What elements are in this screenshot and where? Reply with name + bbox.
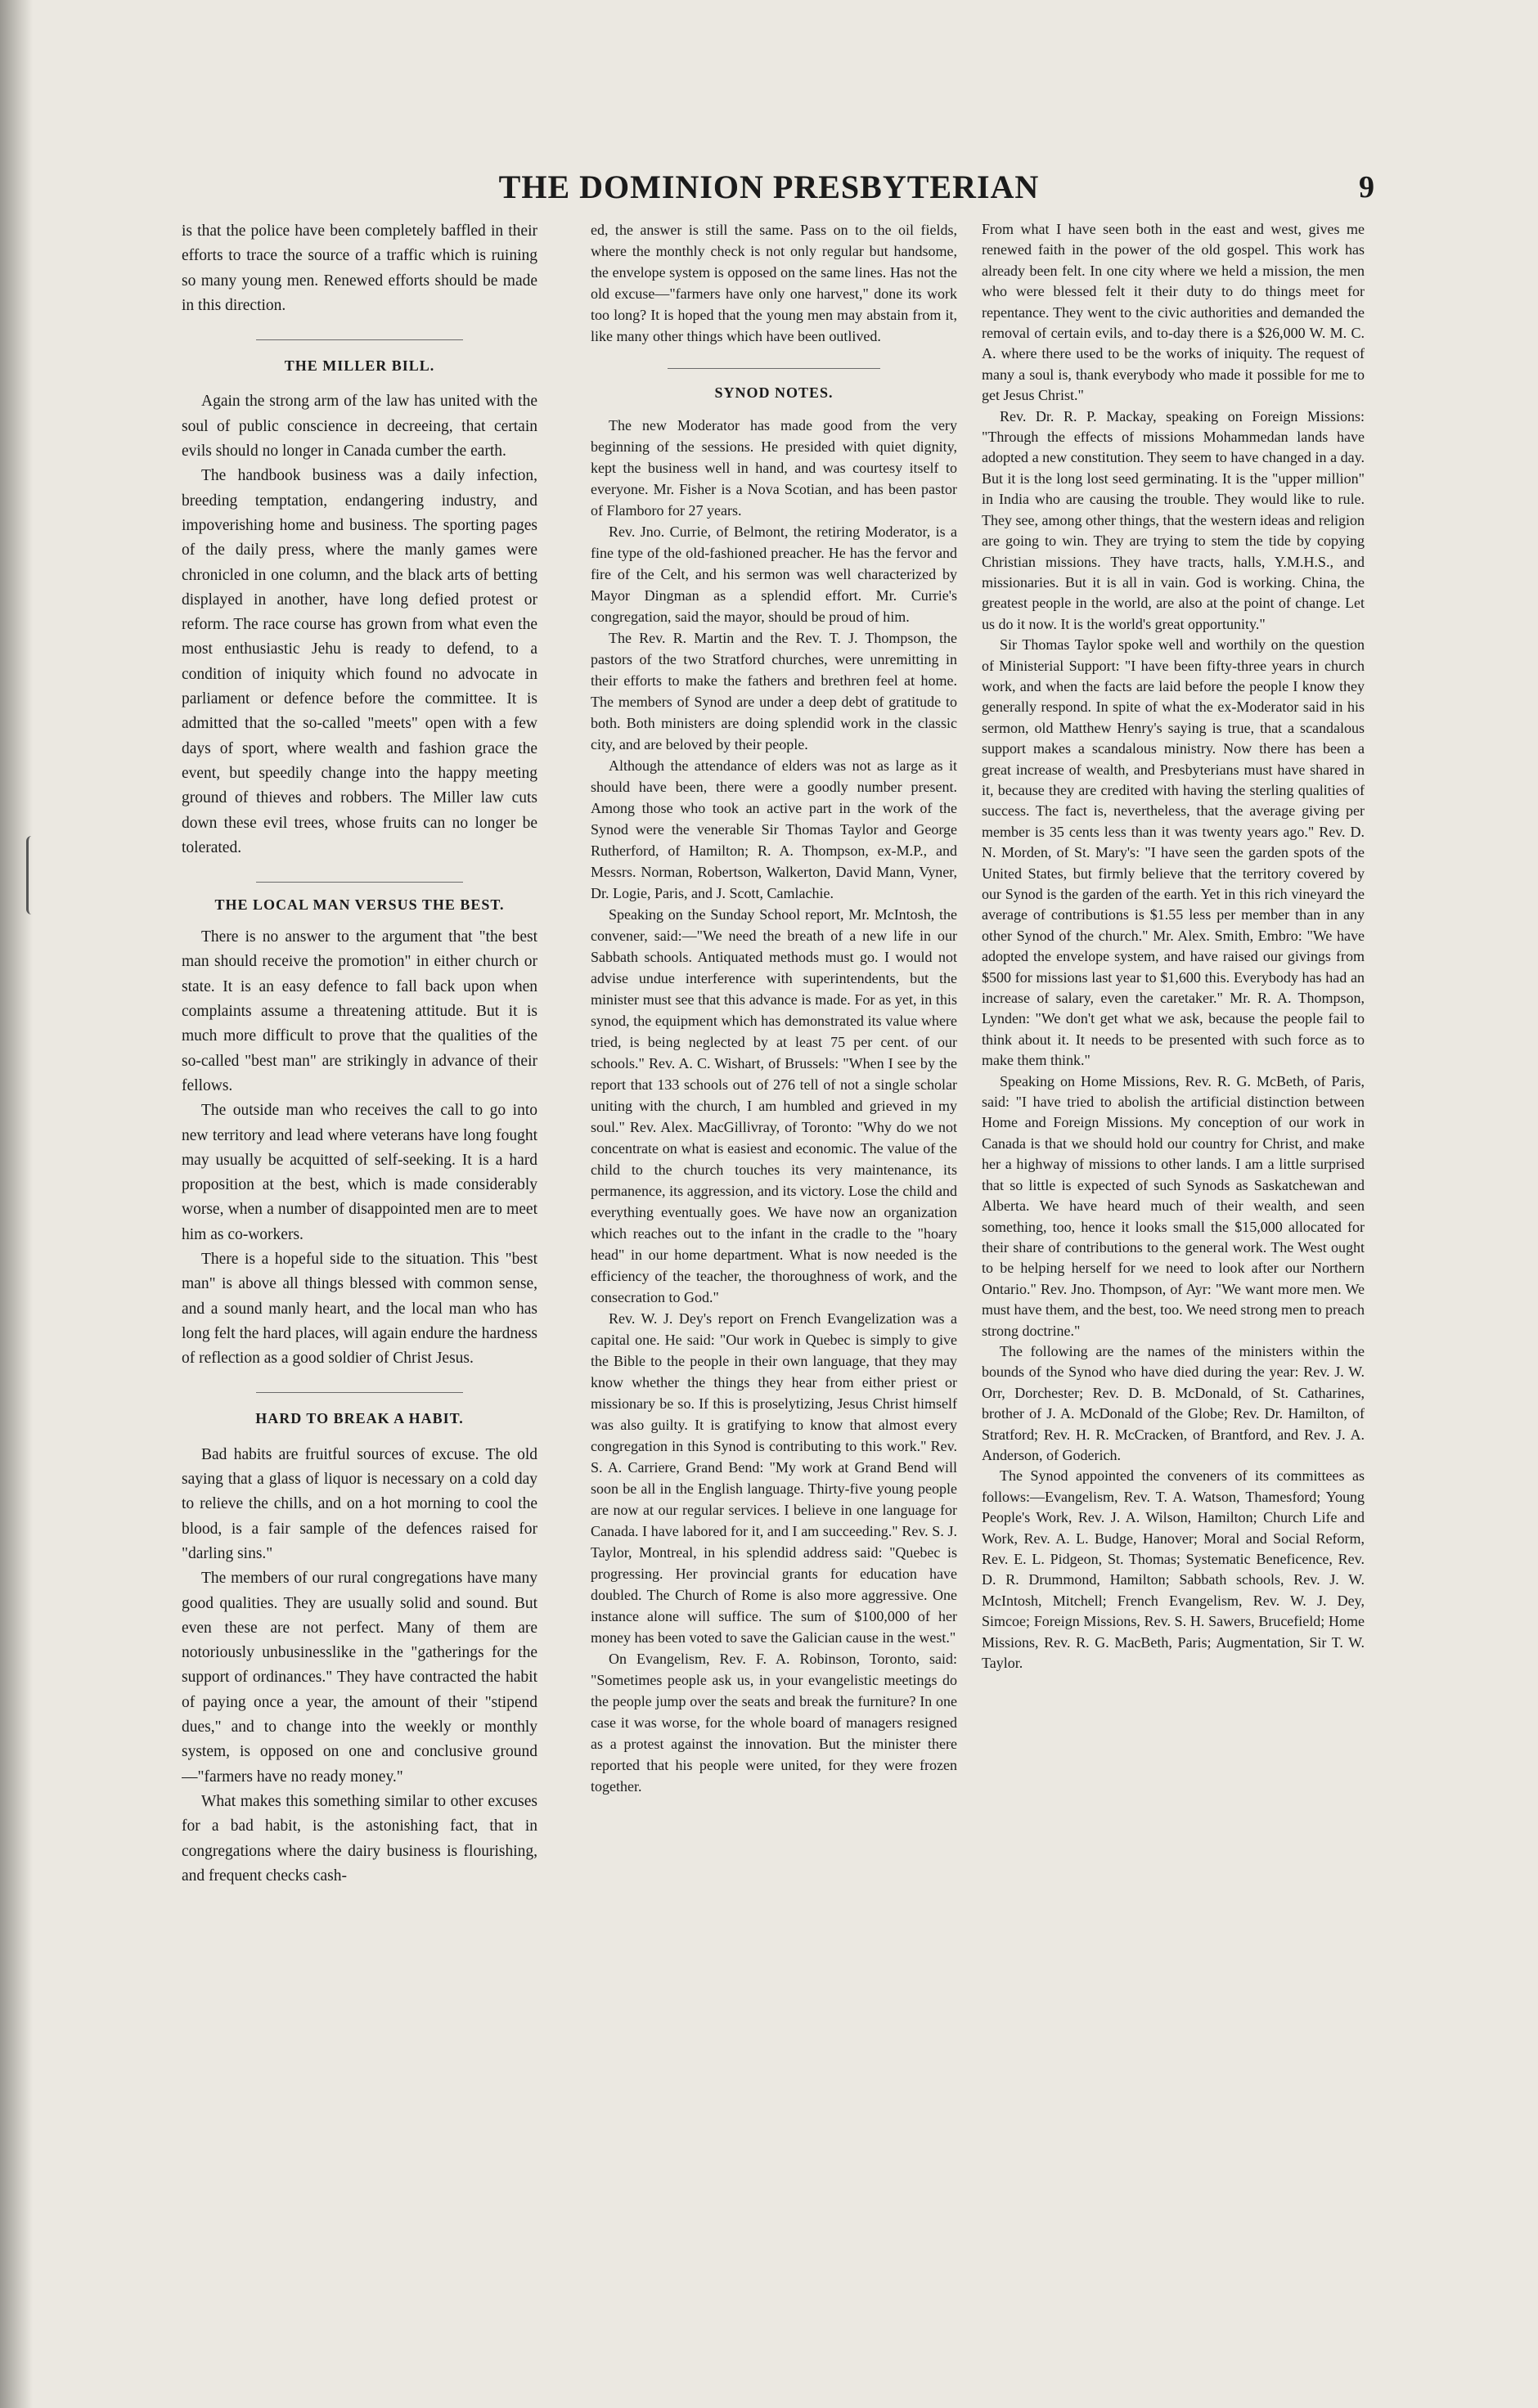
page-header: [164, 168, 1374, 217]
article-paragraph: The handbook business was a daily infection, breeding temptation, endangering industry, and impoverishing home and business. The sporting pages of the daily press, where the manly games were chronicled in one column, and the black arts of betting displayed in another, have long defied protest or reform. The race course has grown from what even the most enthusiastic Jehu is ready to defend, to a condition of iniquity which found no advocate in parliament or defence before the committee. It is admitted that the so-called "meets" open with a few days of sport, where wealth and fashion grace the event, but speedily change into the happy meeting ground of thieves and robbers. The Miller law cuts down these evil trees, whose fruits can no longer be tolerated.: [182, 467, 537, 856]
column-2: [591, 219, 957, 2313]
article-paragraph: What makes this something similar to other excuses for a bad habit, is the astonishing fact, that in congregations where the dairy business is flourishing, and frequent checks cash-: [182, 1792, 537, 1885]
article-paragraph: Again the strong arm of the law has united with the soul of public conscience in decreeing, that certain evils should no longer in Canada cumber the earth.: [182, 393, 537, 460]
article-paragraph: Rev. Jno. Currie, of Belmont, the retiring Moderator, is a fine type of the old-fashioned preacher. He has the fervor and fire of the Celt, and his sermon was well characterized by Mayor Dingman as a splendid effort. Mr. Currie's congregation, said the mayor, should be proud of him.: [591, 523, 957, 625]
article-paragraph: The members of our rural congregations have many good qualities. They are usually solid and sound. But even these are not perfect. Many of them are notoriously unbusinesslike in the "gatherings for the support of ordinances." They have contracted the habit of paying once a year, the amount of their "stipend dues," and to change into the weekly or monthly system, is opposed on one and conclusive ground—"farmers have no ready money.": [182, 1570, 537, 1786]
column-1: [182, 219, 537, 2313]
article-paragraph: Rev. Dr. R. P. Mackay, speaking on Foreign Missions: "Through the effects of missions Mohammedan lands have adopted a new constitution. They seem to have changed in a day. But it is the long lost seed germinating. It is the "upper million" in India who are causing the trouble. They would like to rule. They see, among other things, that the western ideas and religion are going to win. They are trying to stem the tide by copying Christian missions. They have tracts, halls, Y.M.H.S., and missionaries. But it is all in vain. God is working. China, the greatest people in the world, are also at the point of change. Let us do it now. It is the world's great opportunity.": [982, 407, 1365, 632]
article-paragraph: The Synod appointed the conveners of its committees as follows:—Evangelism, Rev. T. A. Watson, Thamesford; Young People's Work, Rev. J. A. Wilson, Hamilton; Church Life and Work, Rev. A. L. Budge, Hanover; Moral and Social Reform, Rev. E. L. Pidgeon, St. Thomas; Systematic Beneficence, Rev. D. R. Drummond, Hamilton; Sabbath schools, Rev. J. W. McIntosh, Mitchell; French Evangelism, Rev. W. J. Dey, Simcoe; Foreign Missions, Rev. S. H. Sawers, Brucefield; Home Missions, Rev. R. G. MacBeth, Paris; Augmentation, Sir T. W. Taylor.: [982, 1467, 1365, 1672]
article-paragraph: There is no answer to the argument that "the best man should receive the promotion" in either church or state. It is an easy defence to fall back upon when complaints assume a threatening attitude. But it is much more difficult to prove that the qualities of the so-called "best man" are strikingly in advance of their fellows.: [182, 928, 537, 1094]
newspaper-title: THE DOMINION PRESBYTERIAN: [498, 168, 1040, 205]
article-paragraph: The following are the names of the ministers within the bounds of the Synod who have died during the year: Rev. J. W. Orr, Dorchester; Rev. D. B. McDonald, of St. Catharines, brother of J. A. McDonald of the Globe; Rev. Dr. Hamilton, of Stratford; Rev. H. R. McCracken, of Brantford, and Rev. J. A. Anderson, of Goderich.: [982, 1342, 1365, 1463]
article-paragraph: From what I have seen both in the east and west, gives me renewed faith in the power of the old gospel. This work has already been felt. In one city where we held a mission, the men who were blessed felt it their duty to do things meet for repentance. They went to the civic authorities and demanded the removal of certain evils, and to-day there is a $26,000 W. M. C. A. where there used to be the works of iniquity. The request of many a soul is, thank everybody who made it possible for me to get Jesus Christ.": [982, 221, 1365, 404]
article-heading: HARD TO BREAK A HABIT.: [255, 1410, 464, 1427]
article-paragraph: Speaking on the Sunday School report, Mr. McIntosh, the convener, said:—"We need the breath of a new life in our Sabbath schools. Antiquated methods must go. I would not advise undue interference with superintendents, but the minister must see that this advance is made. For as yet, in this synod, the equipment which has demonstrated its value where tried, is being neglected by at least 75 per cent. of our schools." Rev. A. C. Wishart, of Brussels: "When I see by the report that 133 schools out of 276 tell of not a single scholar uniting with the church, I am humbled and grieved in my soul." Rev. Alex. MacGillivray, of Toronto: "Why do we not concentrate on what is easiest and economic. The value of the child to the church touches its very maintenance, its permanence, its aggression, and its victory. Lose the child and everything eventually goes. We have now an organization which reaches out to the infant in the cradle to the "hoary head" in our home department. What is now needed is the efficiency of the teacher, the thoroughness of work, and the consecration to God.": [591, 906, 957, 1305]
article-heading: THE MILLER BILL.: [284, 357, 435, 375]
page-binding-edge: [0, 0, 33, 2408]
article-paragraph: Sir Thomas Taylor spoke well and worthily on the question of Ministerial Support: "I have been fifty-three years in church work, and when the facts are laid before the people I know they generally respond. In spite of what the ex-Moderator said in his sermon, old Matthew Henry's saying is true, that a scandalous support makes a scandalous ministry. Now there has been a great increase of wealth, and Presbyterians must have shared in it, because they are credited with having the sterling qualities of success. The fact is, nevertheless, that the average giving per member is 35 cents less than it was twenty years ago." Rev. D. N. Morden, of St. Mary's: "I have seen the garden spots of the United States, but firmly believe that the territory covered by our Synod is the garden of the earth. Yet in this rich vineyard the average of contributions is $1.55 less per member than in any other Synod of the church." Mr. Alex. Smith, Embro: "We have adopted the envelope system, and have raised our givings from $500 for missions last year to $1,600 this. Everybody has had an increase of salary, even the caretaker." Mr. R. A. Thompson, Lynden: "We don't get what we ask, because the people fail to think about it. It needs to be presented with such force as to make them think.": [982, 636, 1365, 1069]
article-paragraph: On Evangelism, Rev. F. A. Robinson, Toronto, said: "Sometimes people ask us, in your evangelistic meetings do the people jump over the seats and break the furniture? In one case it was worse, for the whole board of managers resigned as a protest against the innovation. But the minister there reported that his people were united, for they were frozen together.: [591, 1651, 957, 1795]
divider: [256, 1392, 462, 1393]
divider: [256, 339, 462, 340]
page-number: 9: [1359, 170, 1374, 204]
article-paragraph: The Rev. R. Martin and the Rev. T. J. Thompson, the pastors of the two Stratford churches, were unremitting in their efforts to make the fathers and brethren feel at home. The members of Synod are under a deep debt of gratitude to both. Both ministers are doing splendid work in the classic city, and are beloved by their people.: [591, 630, 957, 752]
article-paragraph: Rev. W. J. Dey's report on French Evangelization was a capital one. He said: "Our work in Quebec is simply to give the Bible to the people in their own language, that they may know whether the things they hear from either priest or missionary be so. If this is proselytizing, Jesus Christ himself was also guilty. It is gratifying to know that almost every congregation in this Synod is contributing to this work." Rev. S. A. Carriere, Grand Bend: "My work at Grand Bend will soon be all in the English language. Thirty-five young people are now at our regular services. I believe in one language for Canada. I have labored for it, and I am succeeding." Rev. S. J. Taylor, Montreal, in his splendid address said: "Quebec is progressing. Her provincial grants for education have doubled. The Church of Rome is also more aggressive. One instance alone will suffice. The sum of $100,000 of her money has been voted to save the Galician cause in the west.": [591, 1310, 957, 1646]
margin-pencil-mark: [26, 836, 37, 914]
article-paragraph: ed, the answer is still the same. Pass on to the oil fields, where the monthly check is not only regular but handsome, the envelope system is opposed on the same lines. Has not the old excuse—"farmers have only one harvest," done its work too long? It is hoped that the young men may abstain from it, like many other things which have been outlived.: [591, 222, 957, 344]
divider: [668, 368, 880, 369]
article-paragraph: Speaking on Home Missions, Rev. R. G. McBeth, of Paris, said: "I have tried to abolish the artificial distinction between Home and Foreign Missions. My conception of our work in Canada is that we should hold our country for Christ, and make her a highway of missions to other lands. I am a little surprised that so little is expected of such Synods as Saskatchewan and Alberta. We have heard much of their wealth, and seen something, too, hence it looks small the $15,000 allocated for their share of contributions to the general work. The West ought to be helping herself for we need to look after our Northern Ontario." Rev. Jno. Thompson, of Ayr: "We want more men. We must have them, and the best, too. We need strong men to preach strong doctrine.": [982, 1072, 1365, 1339]
article-paragraph: The outside man who receives the call to go into new territory and lead where veterans have long fought may usually be acquitted of self-seeking. It is a hard proposition at the best, which is made considerably worse, when a number of disappointed men are to meet him as co-workers.: [182, 1102, 537, 1243]
article-heading: THE LOCAL MAN VERSUS THE BEST.: [214, 896, 505, 914]
article-paragraph: is that the police have been completely baffled in their efforts to trace the source of a traffic which is ruining so many young men. Renewed efforts should be made in this direction.: [182, 222, 537, 314]
divider: [256, 882, 462, 883]
article-paragraph: The new Moderator has made good from the very beginning of the sessions. He presided with quiet dignity, kept the business well in hand, and was courtesy itself to everyone. Mr. Fisher is a Nova Scotian, and has been pastor of Flamboro for 27 years.: [591, 417, 957, 519]
column-3: [982, 219, 1365, 2313]
article-paragraph: Bad habits are fruitful sources of excuse. The old saying that a glass of liquor is necessary on a cold day to relieve the chills, and on a hot morning to cool the blood, is a fair sample of the defences raised for "darling sins.": [182, 1445, 537, 1562]
article-paragraph: There is a hopeful side to the situation. This "best man" is above all things blessed with common sense, and a sound manly heart, and the local man who has long felt the hard places, will again endure the hardness of reflection as a good soldier of Christ Jesus.: [182, 1250, 537, 1368]
article-heading: SYNOD NOTES.: [714, 384, 834, 401]
article-paragraph: Although the attendance of elders was not as large as it should have been, there were a goodly number present. Among those who took an active part in the work of the Synod were the venerable Sir Thomas Taylor and George Rutherford, of Hamilton; R. A. Thompson, ex-M.P., and Messrs. Norman, Robertson, Walkerton, David Mann, Vyner, Dr. Logie, Paris, and J. Scott, Camlachie.: [591, 757, 957, 901]
